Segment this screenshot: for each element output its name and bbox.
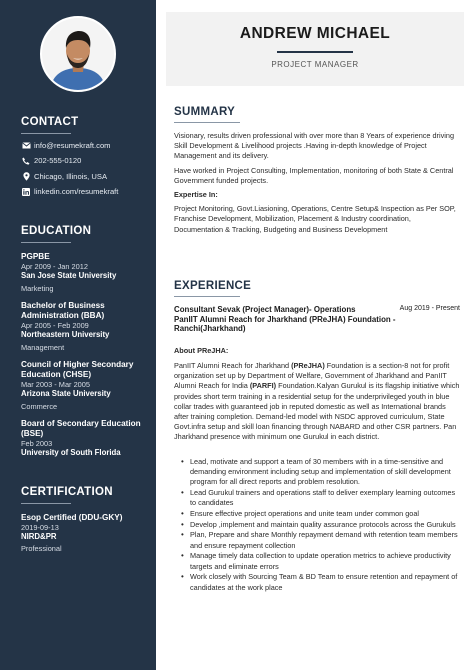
list-item: • Develop ,implement and maintain quality assurance protocols across the Gurukuls (190, 520, 460, 530)
contact-heading: CONTACT (21, 116, 79, 128)
summary-paragraph: Have worked in Project Consulting, Implementation, monitoring of both State & Central Government funded projects. (174, 165, 454, 185)
job-title: Consultant Sevak (Project Manager)- Operations (174, 305, 356, 314)
about-text: PanIIT Alumni Reach for Jharkhand (174, 360, 292, 370)
certification-title: Esop Certified (DDU-GKY) (21, 513, 123, 522)
summary-heading: SUMMARY (174, 106, 236, 118)
contact-phone[interactable] (21, 155, 145, 166)
experience-heading: EXPERIENCE (174, 280, 252, 292)
certification-item (21, 513, 145, 553)
contact-divider (21, 133, 71, 134)
education-date: Apr 2009 - Jan 2012 (21, 261, 88, 271)
education-date: Apr 2005 - Feb 2009 (21, 320, 89, 330)
experience-section (174, 280, 460, 593)
education-degree: Bachelor of Business Administration (BBA) (21, 301, 105, 320)
avatar-icon (42, 18, 114, 90)
summary-section (174, 106, 460, 235)
contact-location-text: Chicago, Illinois, USA (34, 171, 108, 181)
contact-phone-text: 202-555-0120 (34, 156, 82, 166)
education-degree: Council of Higher Secondary Education (CHSE) (21, 360, 134, 379)
list-item: • Lead, motivate and support a team of 30 members with in a time-sensitive and demanding environment including setup and implementation of skill development program for all direct reports and problem resolution. (190, 457, 460, 488)
name-divider (277, 51, 353, 53)
phone-icon (21, 156, 31, 165)
job-header (174, 305, 460, 315)
education-school: San Jose State University (21, 271, 117, 281)
job-responsibilities (174, 457, 460, 593)
contact-section (21, 116, 145, 197)
education-field: Commerce (21, 401, 58, 411)
location-icon (21, 172, 31, 181)
email-icon (21, 141, 31, 150)
candidate-role: PROJECT MANAGER (271, 59, 359, 69)
education-school: Northeastern University (21, 330, 110, 340)
list-item: • Work closely with Sourcing Team & BD Team to ensure retention and repayment of candidates at the work place (190, 572, 460, 592)
expertise-label: Expertise In: (174, 190, 218, 200)
education-divider (21, 242, 71, 243)
about-paragraph (174, 361, 460, 443)
education-school: Arizona State University (21, 389, 111, 399)
education-field: Management (21, 342, 65, 352)
certification-section (21, 486, 145, 553)
certification-heading: CERTIFICATION (21, 486, 113, 498)
education-field: Marketing (21, 283, 54, 293)
education-heading: EDUCATION (21, 225, 92, 237)
list-item: • Ensure effective project operations and unite team under common goal (190, 509, 460, 519)
about-text: Foundation.Kalyan Gurukul is its flagship initiative which provides short term training in a residential setup for the underprivileged youth in blue collar trades with guaranteed job in reputed domestic as well as International brands after training completion. Demand-led model with NSDC approved curriculum, State Govt.infra setup and skill loan financing through NABARD and other CSR partners. Pan Jharkhand presence with minimum one Gurukul in each district. (174, 381, 460, 442)
certification-divider (21, 503, 71, 504)
list-item: • Lead Gurukul trainers and operations staff to deliver exemplary learning outcomes to candidates (190, 488, 460, 508)
education-item (21, 419, 145, 457)
education-date: Mar 2003 - Mar 2005 (21, 379, 91, 389)
certification-level: Professional (21, 543, 62, 553)
name-header (166, 12, 464, 86)
job-entry (174, 305, 460, 593)
education-item (21, 360, 145, 411)
contact-list (21, 140, 145, 197)
experience-divider (174, 296, 240, 297)
summary-divider (174, 122, 240, 123)
education-degree: Board of Secondary Education (BSE) (21, 419, 141, 438)
education-item (21, 301, 145, 352)
contact-location (21, 171, 145, 182)
certification-issuer: NIRD&PR (21, 532, 57, 542)
education-section (21, 225, 145, 458)
contact-linkedin-text: linkedin.com/resumekraft (34, 187, 119, 197)
expertise-list: Project Monitoring, Govt.Liasioning, Operations, Centre Setup& Inspection as Per SOP, Franchise Development, Mobilization, Placement & Industry coordination, Documentation & Tracking, Budgeting and Business Development (174, 204, 456, 234)
about-label: About PReJHA: (174, 345, 229, 355)
job-organization: PanIIT Alumni Reach for Jharkhand (PReJHA) Foundation - Ranchi(Jharkhand) (174, 314, 396, 334)
candidate-name: ANDREW MICHAEL (239, 25, 391, 42)
education-date: Feb 2003 (21, 438, 53, 448)
linkedin-icon (21, 187, 31, 196)
education-school: University of South Florida (21, 448, 121, 458)
about-acronym: (PARFI) (249, 381, 277, 391)
education-degree: PGPBE (21, 252, 50, 261)
list-item: • Manage timely data collection to update operation metrics to achieve productivity targets and eliminate errors (190, 551, 460, 571)
sidebar (0, 0, 156, 670)
about-acronym: (PReJHA) (291, 360, 325, 370)
about-text: Foundation is a section-8 not for profit organization set up by Department of Welfare, Government of Jharkhand and PanIIT Alumni Reach for India (174, 360, 450, 391)
main-content (166, 0, 474, 670)
education-item (21, 252, 145, 293)
list-item: • Plan, Prepare and share Monthly repayment demand with retention team members and ensure repayment collection (190, 530, 460, 550)
profile-photo (40, 16, 116, 92)
contact-linkedin[interactable] (21, 186, 145, 197)
summary-paragraph: Visionary, results driven professional with over more than 8 Years of experience driving Skill Development & Livelihood projects .Having in-depth knowledge of Project Management and its delivery. (174, 131, 454, 161)
contact-email[interactable] (21, 140, 145, 151)
job-date: Aug 2019 - Present (399, 305, 460, 312)
contact-email-text: info@resumekraft.com (34, 141, 111, 150)
certification-date: 2019-09-13 (21, 522, 59, 532)
